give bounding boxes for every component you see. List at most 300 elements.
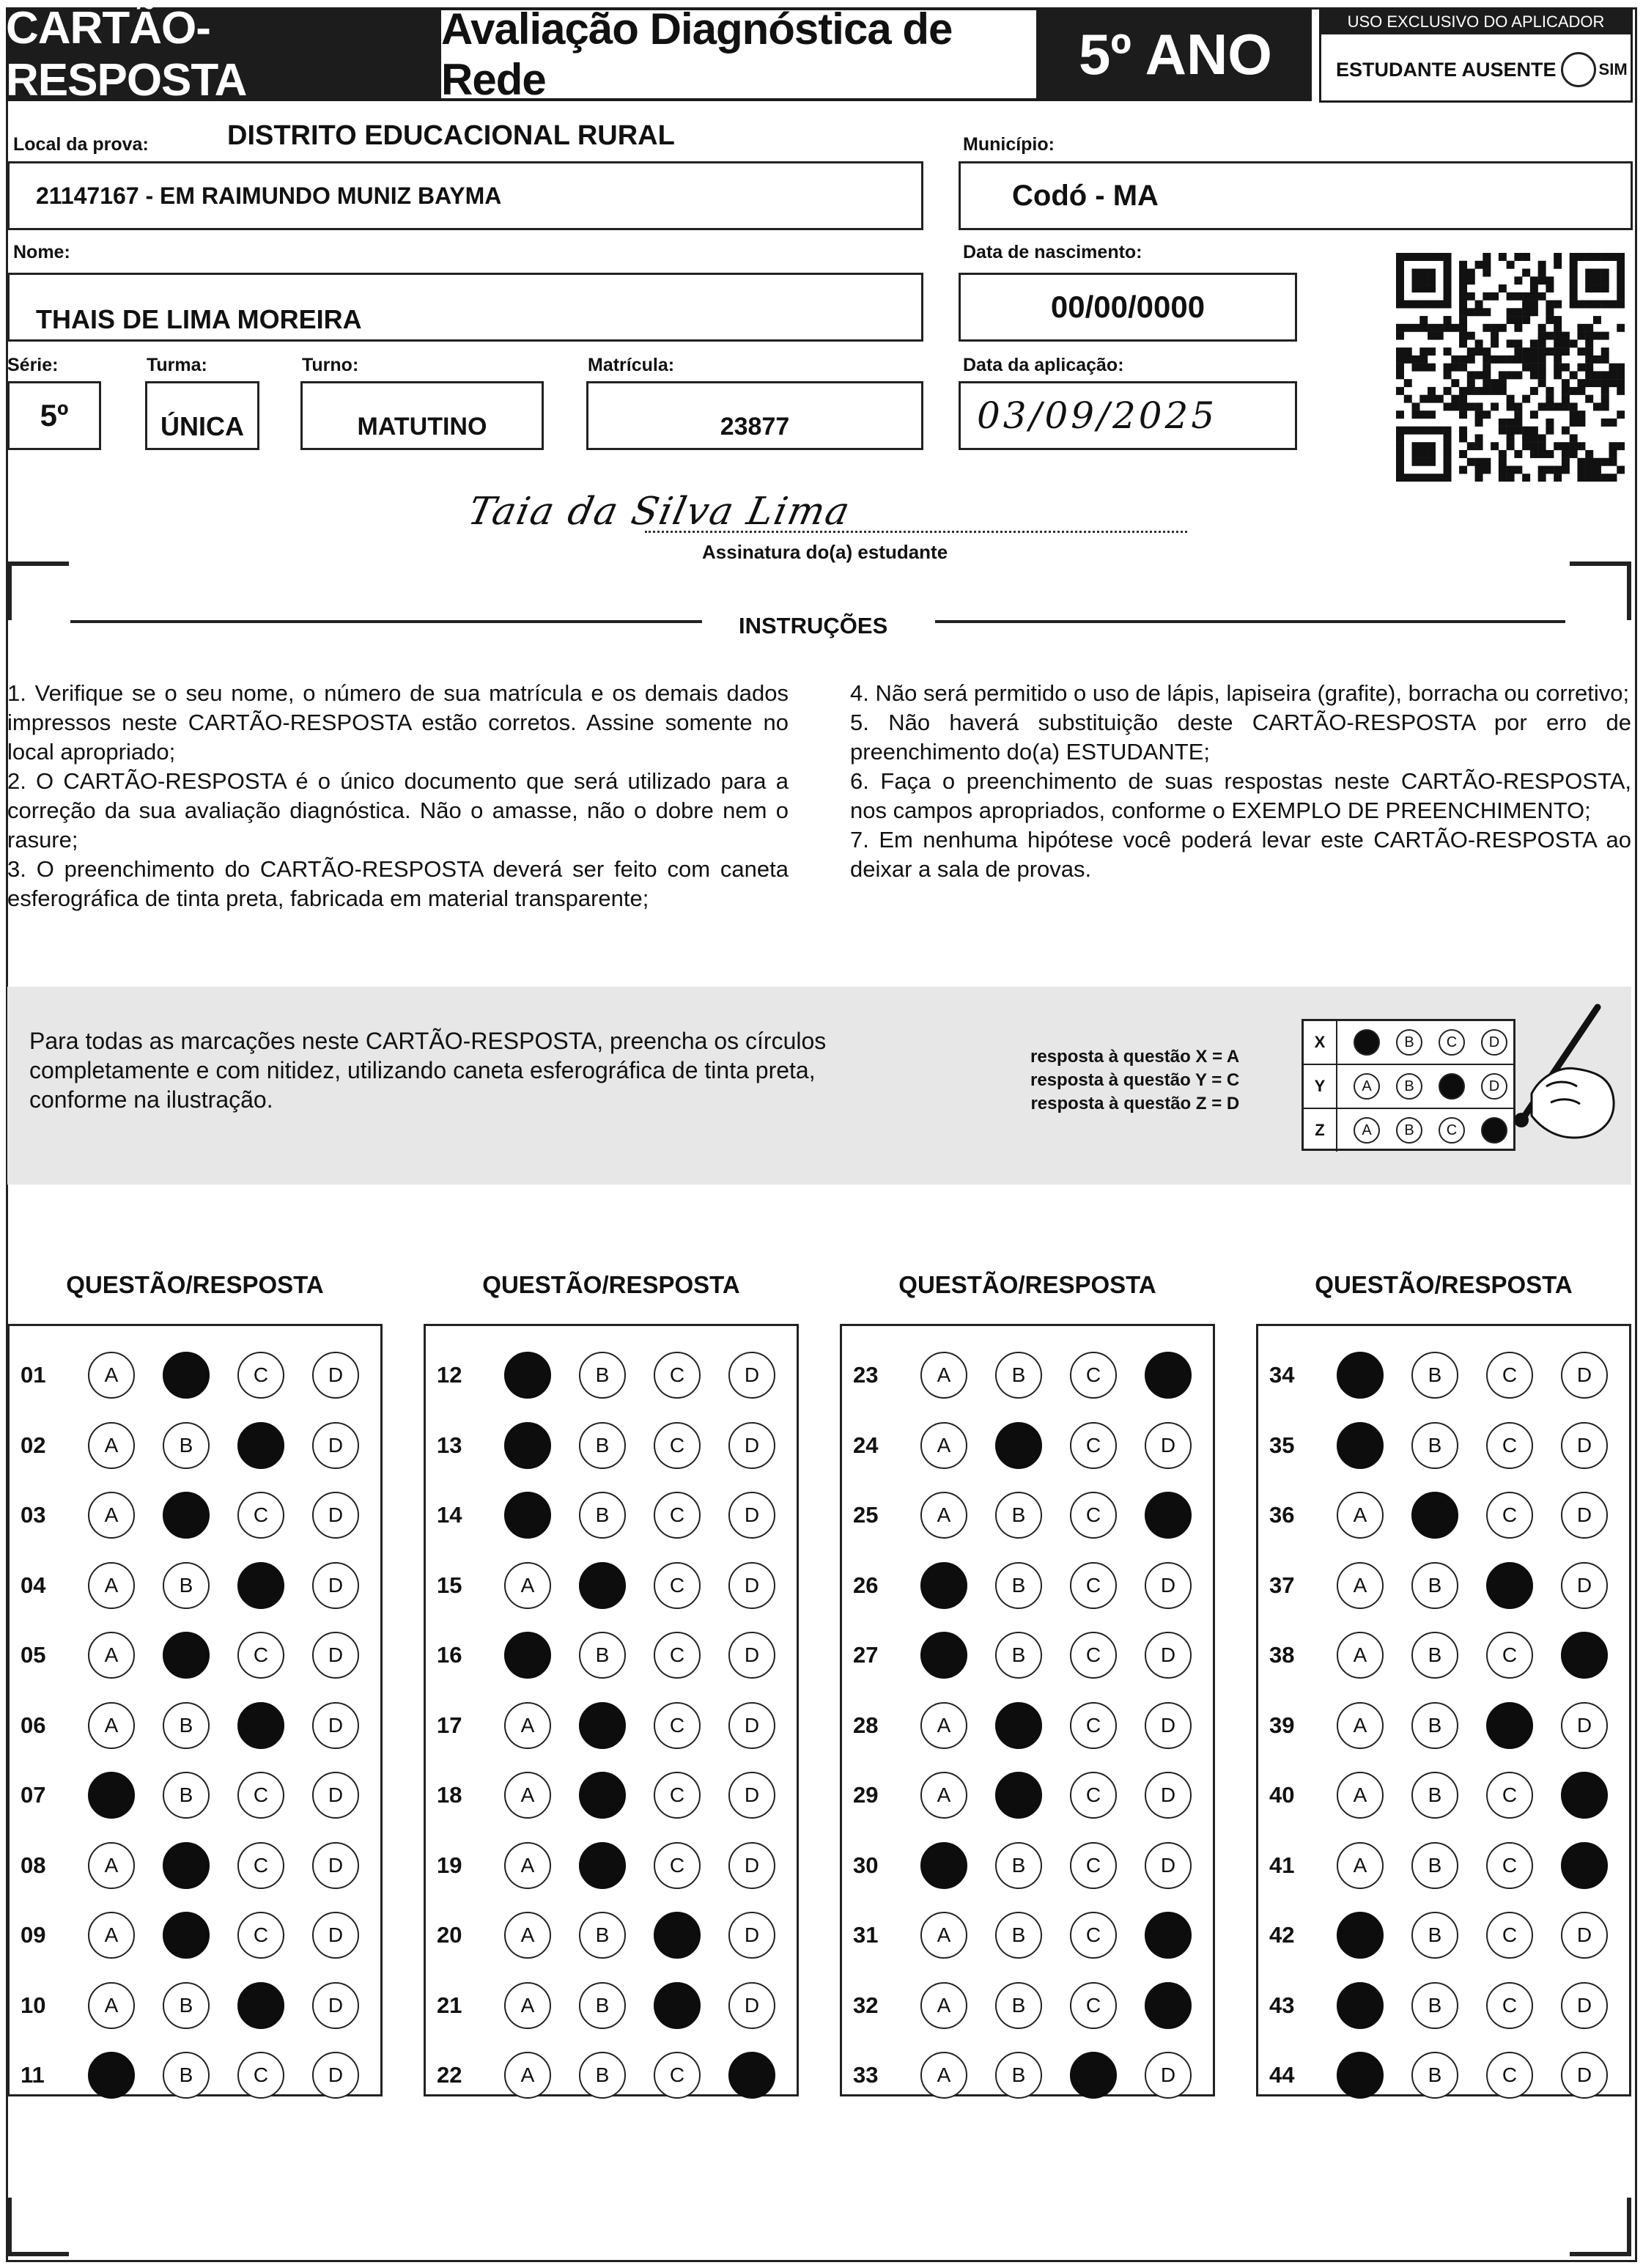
answer-bubble-b[interactable]: B [995,1352,1042,1399]
answer-bubble-b[interactable]: B [1411,1422,1458,1469]
qr-module [1593,276,1601,284]
qr-module [1514,410,1522,419]
qr-module [1412,356,1420,364]
qr-module [1483,387,1491,395]
qr-module [1577,419,1585,427]
municipio-label: Município: [963,134,1055,155]
qr-module [1459,316,1467,324]
qr-module [1475,261,1483,269]
question-number: 07 [21,1782,46,1808]
qr-module [1546,332,1554,340]
answer-bubble-a[interactable]: A [920,1422,967,1469]
answer-bubble-a[interactable]: A [88,1352,135,1399]
qr-module [1419,364,1428,372]
qr-module [1617,301,1625,309]
qr-module [1546,450,1554,458]
question-number: 38 [1269,1642,1295,1668]
answer-bubble-c[interactable]: C [654,1562,701,1609]
answer-bubble-a[interactable] [1337,1912,1384,1959]
qr-module [1538,379,1546,387]
answer-bubble-c[interactable]: C [1070,1982,1117,2029]
question-number: 10 [21,1992,46,2018]
answer-bubble-c[interactable]: C [1070,1772,1117,1819]
qr-module [1562,395,1570,403]
answer-bubble-a[interactable]: A [1337,1632,1384,1679]
answer-bubble-b[interactable]: B [995,1492,1042,1539]
answer-bubble-a[interactable] [88,2052,135,2099]
answer-bubble-b[interactable]: B [1411,1352,1458,1399]
answer-bubble-a[interactable] [1337,1422,1384,1469]
answer-bubble-d[interactable]: D [1561,1492,1608,1539]
grade-badge: 5º ANO [1039,7,1312,101]
answer-bubble-c[interactable]: C [654,1492,701,1539]
qr-module [1428,347,1436,356]
qr-module [1467,458,1475,466]
answer-bubble-a[interactable]: A [88,1632,135,1679]
answer-bubble-a[interactable]: A [1337,1842,1384,1889]
answer-bubble-c[interactable]: C [654,1702,701,1749]
qr-module [1444,261,1452,269]
qr-module [1570,450,1578,458]
answer-bubble-c[interactable]: C [654,1352,701,1399]
answer-bubble-c[interactable]: C [237,1842,284,1889]
answer-bubble-b[interactable]: B [995,1982,1042,2029]
qr-module [1475,371,1483,379]
qr-module [1530,364,1538,372]
answer-bubble-b[interactable]: B [1411,1842,1458,1889]
qr-module [1570,284,1578,292]
qr-module [1585,269,1593,277]
answer-bubble-b[interactable] [163,1842,210,1889]
answer-bubble-d[interactable]: D [1561,1982,1608,2029]
answer-bubble-a[interactable] [1337,2052,1384,2099]
qr-module [1499,458,1507,466]
qr-module [1609,450,1617,458]
answer-bubble-a[interactable]: A [88,1562,135,1609]
answer-bubble-d[interactable] [728,2052,775,2099]
qr-module [1444,276,1452,284]
answer-bubble-b[interactable] [579,1842,626,1889]
qr-module [1562,347,1570,356]
answer-bubble-a[interactable]: A [1337,1772,1384,1819]
qr-module [1538,356,1546,364]
question-number: 41 [1269,1852,1295,1878]
answer-bubble-b[interactable]: B [579,2052,626,2099]
question-number: 16 [437,1642,462,1668]
answer-bubble-b[interactable] [995,1702,1042,1749]
answer-bubble-d[interactable]: D [1561,1352,1608,1399]
answer-bubble-d[interactable] [1561,1842,1608,1889]
municipio-field: Codó - MA [959,161,1633,230]
qr-module [1459,284,1467,292]
answer-bubble-d[interactable]: D [312,1562,359,1609]
nome-label: Nome: [13,242,70,262]
question-number: 11 [21,2062,45,2088]
pen-hand-illustration [1488,998,1620,1145]
answer-bubble-a[interactable]: A [504,1702,551,1749]
qr-module [1593,371,1601,379]
qr-module [1546,402,1554,410]
qr-module [1562,465,1570,474]
qr-module [1577,364,1585,372]
qr-module [1601,371,1609,379]
answer-bubble-b[interactable] [579,1562,626,1609]
qr-module [1546,316,1554,324]
qr-module [1412,284,1420,292]
qr-module [1538,339,1546,347]
answer-bubble-a[interactable]: A [88,1702,135,1749]
answer-bubble-d[interactable]: D [312,1352,359,1399]
qr-module [1459,410,1467,419]
qr-module [1570,387,1578,395]
answer-bubble-b[interactable]: B [579,1352,626,1399]
column-header: QUESTÃO/RESPOSTA [1315,1271,1573,1298]
answer-bubble-c[interactable]: C [654,1772,701,1819]
answer-bubble-a[interactable]: A [504,2052,551,2099]
answer-bubble-b[interactable]: B [163,2052,210,2099]
answer-bubble-d[interactable]: D [1145,1422,1192,1469]
answer-bubble-c[interactable]: C [654,1422,701,1469]
qr-module [1609,253,1617,261]
answer-bubble-b[interactable]: B [163,1772,210,1819]
answer-bubble-a[interactable]: A [88,1912,135,1959]
answer-bubble-d[interactable]: D [1145,1772,1192,1819]
answer-bubble-b[interactable] [163,1912,210,1959]
answer-bubble-b[interactable]: B [1411,1772,1458,1819]
qr-module [1475,347,1483,356]
answer-bubble-b[interactable]: B [995,1562,1042,1609]
answer-bubble-b[interactable]: B [579,1632,626,1679]
answer-bubble-c[interactable]: C [237,1912,284,1959]
qr-module [1475,465,1483,474]
answer-bubble-d[interactable]: D [728,1632,775,1679]
qr-module [1522,301,1530,309]
qr-module [1577,332,1585,340]
example-bubble-c: C [1439,1029,1465,1056]
qr-module [1467,269,1475,277]
absent-checkbox[interactable] [1561,52,1596,87]
qr-module [1514,371,1522,379]
qr-module [1522,253,1530,261]
instructions-rule-left [70,620,702,623]
qr-module [1475,442,1483,450]
qr-module [1483,371,1491,379]
answer-bubble-c[interactable] [237,1982,284,2029]
qr-module [1570,276,1578,284]
answer-bubble-a[interactable]: A [920,1492,967,1539]
column-header: QUESTÃO/RESPOSTA [898,1271,1156,1298]
answer-bubble-a[interactable]: A [88,1982,135,2029]
qr-module [1514,316,1522,324]
answer-bubble-a[interactable] [504,1352,551,1399]
answer-bubble-a[interactable]: A [504,1912,551,1959]
answer-bubble-d[interactable]: D [1561,1912,1608,1959]
question-number: 19 [437,1852,462,1878]
answer-bubble-a[interactable]: A [504,1842,551,1889]
answer-bubble-b[interactable] [163,1492,210,1539]
answer-bubble-a[interactable]: A [504,1772,551,1819]
qr-module [1546,347,1554,356]
qr-module [1507,442,1515,450]
answer-bubble-a[interactable]: A [920,1772,967,1819]
qr-module [1609,301,1617,309]
answer-bubble-b[interactable] [579,1702,626,1749]
answer-bubble-a[interactable]: A [920,1912,967,1959]
answer-bubble-a[interactable]: A [920,1702,967,1749]
question-number: 12 [437,1362,462,1388]
answer-bubble-d[interactable]: D [1561,2052,1608,2099]
qr-module [1459,427,1467,435]
qr-module [1609,458,1617,466]
answer-bubble-b[interactable]: B [995,2052,1042,2099]
answer-bubble-b[interactable] [579,1772,626,1819]
qr-module [1530,308,1538,316]
answer-bubble-c[interactable]: C [1070,1562,1117,1609]
answer-bubble-b[interactable]: B [1411,1982,1458,2029]
answer-bubble-b[interactable]: B [579,1422,626,1469]
answer-bubble-a[interactable]: A [920,2052,967,2099]
answer-bubble-d[interactable]: D [1145,1632,1192,1679]
example-bubble-a [1354,1029,1380,1056]
answer-bubble-c[interactable] [654,1982,701,2029]
answer-bubble-a[interactable]: A [1337,1492,1384,1539]
answer-bubble-d[interactable] [1145,1982,1192,2029]
qr-module [1601,253,1609,261]
answer-bubble-c[interactable]: C [1070,1352,1117,1399]
answer-bubble-c[interactable]: C [1486,1632,1533,1679]
answer-bubble-c[interactable]: C [237,1632,284,1679]
answer-bubble-c[interactable] [237,1702,284,1749]
qr-module [1491,356,1499,364]
answer-bubble-c[interactable]: C [237,1772,284,1819]
answer-bubble-a[interactable]: A [504,1562,551,1609]
absent-option-label: SIM [1598,60,1628,78]
qr-module [1570,434,1578,442]
answer-bubble-d[interactable] [1561,1632,1608,1679]
answer-bubble-c[interactable]: C [1486,1422,1533,1469]
qr-module [1577,379,1585,387]
answer-bubble-d[interactable]: D [1145,1702,1192,1749]
answer-bubble-c[interactable]: C [654,2052,701,2099]
qr-module [1546,301,1554,309]
answer-bubble-a[interactable] [88,1772,135,1819]
answer-bubble-b[interactable] [995,1422,1042,1469]
qr-module [1577,442,1585,450]
qr-module [1419,427,1428,435]
answer-bubble-c[interactable]: C [1486,1912,1533,1959]
qr-module [1419,458,1428,466]
answer-bubble-a[interactable]: A [920,1982,967,2029]
answer-bubble-d[interactable]: D [312,1422,359,1469]
answer-bubble-b[interactable] [995,1772,1042,1819]
qr-module [1499,419,1507,427]
answer-bubble-a[interactable]: A [88,1422,135,1469]
answer-bubble-b[interactable]: B [995,1912,1042,1959]
answer-bubble-a[interactable] [920,1842,967,1889]
qr-module [1554,332,1562,340]
answer-bubble-a[interactable]: A [1337,1562,1384,1609]
answer-bubble-d[interactable]: D [728,1842,775,1889]
answer-bubble-c[interactable]: C [1486,1982,1533,2029]
answer-bubble-d[interactable]: D [1561,1562,1608,1609]
qr-module [1554,347,1562,356]
answer-bubble-a[interactable] [1337,1352,1384,1399]
qr-module [1577,347,1585,356]
answer-bubble-d[interactable]: D [1145,1842,1192,1889]
answer-bubble-b[interactable]: B [163,1982,210,2029]
answer-bubble-c[interactable]: C [1486,1842,1533,1889]
answer-bubble-b[interactable]: B [579,1982,626,2029]
answer-bubble-a[interactable]: A [1337,1702,1384,1749]
answer-bubble-d[interactable]: D [728,1702,775,1749]
answer-bubble-c[interactable]: C [1070,1912,1117,1959]
qr-module [1428,474,1436,482]
answer-bubble-c[interactable] [1486,1702,1533,1749]
answer-bubble-b[interactable] [163,1632,210,1679]
answer-bubble-d[interactable]: D [312,1492,359,1539]
answer-bubble-d[interactable]: D [728,1492,775,1539]
qr-module [1475,308,1483,316]
answer-bubble-d[interactable]: D [312,1982,359,2029]
answer-bubble-c[interactable]: C [1070,1422,1117,1469]
answer-bubble-a[interactable]: A [920,1352,967,1399]
answer-bubble-d[interactable]: D [728,1772,775,1819]
qr-module [1404,301,1412,309]
answer-bubble-b[interactable]: B [579,1912,626,1959]
qr-module [1538,434,1546,442]
qr-module [1428,450,1436,458]
answer-bubble-d[interactable]: D [728,1422,775,1469]
answer-bubble-b[interactable]: B [163,1422,210,1469]
qr-module [1530,292,1538,301]
answer-bubble-a[interactable] [920,1632,967,1679]
answer-bubble-a[interactable]: A [504,1982,551,2029]
answer-bubble-d[interactable]: D [1145,1562,1192,1609]
answer-bubble-d[interactable] [1561,1772,1608,1819]
answer-bubble-b[interactable] [163,1352,210,1399]
qr-module [1444,316,1452,324]
qr-module [1412,324,1420,332]
qr-module [1499,284,1507,292]
question-number: 26 [853,1572,879,1598]
answer-bubble-d[interactable]: D [728,1982,775,2029]
answer-bubble-b[interactable]: B [163,1702,210,1749]
answer-bubble-a[interactable] [920,1562,967,1609]
qr-module [1617,442,1625,450]
qr-module [1428,427,1436,435]
answer-bubble-d[interactable]: D [1561,1702,1608,1749]
answer-bubble-c[interactable] [237,1422,284,1469]
answer-bubble-b[interactable]: B [1411,1562,1458,1609]
answer-bubble-d[interactable]: D [728,1912,775,1959]
answer-bubble-d[interactable] [1145,1492,1192,1539]
qr-module [1507,261,1515,269]
answer-bubble-c[interactable]: C [237,1352,284,1399]
answer-bubble-a[interactable] [1337,1982,1384,2029]
answer-bubble-c[interactable]: C [654,1842,701,1889]
qr-module [1554,324,1562,332]
answer-bubble-c[interactable]: C [1486,1492,1533,1539]
answer-bubble-d[interactable]: D [1145,2052,1192,2099]
qr-module [1554,261,1562,269]
answer-bubble-a[interactable]: A [88,1492,135,1539]
answer-bubble-c[interactable]: C [1486,1772,1533,1819]
qr-module [1507,308,1515,316]
answer-bubble-d[interactable]: D [728,1352,775,1399]
qr-module [1617,284,1625,292]
answer-bubble-c[interactable]: C [654,1632,701,1679]
question-number: 42 [1269,1922,1295,1948]
qr-module [1609,442,1617,450]
answer-bubble-c[interactable] [1486,1562,1533,1609]
answer-bubble-b[interactable]: B [995,1632,1042,1679]
answer-bubble-d[interactable]: D [312,1772,359,1819]
answer-bubble-d[interactable] [1145,1352,1192,1399]
answer-bubble-b[interactable]: B [995,1842,1042,1889]
answer-bubble-b[interactable]: B [1411,1702,1458,1749]
answer-bubble-d[interactable]: D [312,1912,359,1959]
qr-module [1499,371,1507,379]
qr-module [1570,419,1578,427]
answer-bubble-b[interactable]: B [163,1562,210,1609]
answer-bubble-a[interactable] [504,1632,551,1679]
answer-bubble-c[interactable]: C [237,2052,284,2099]
answer-bubble-c[interactable] [654,1912,701,1959]
question-number: 43 [1269,1992,1295,2018]
instruction-item: 5. Não haverá substituição deste CARTÃO-RESPOSTA por erro de preenchimento do(a) ESTUDANTE; [850,710,1631,765]
question-number: 05 [21,1642,46,1668]
answer-bubble-c[interactable]: C [1486,2052,1533,2099]
qr-module [1459,387,1467,395]
qr-module [1577,474,1585,482]
answer-bubble-d[interactable]: D [728,1562,775,1609]
answer-bubble-c[interactable]: C [1070,1702,1117,1749]
qr-module [1514,347,1522,356]
answer-bubble-c[interactable] [237,1562,284,1609]
answer-bubble-d[interactable]: D [1561,1422,1608,1469]
qr-module [1538,371,1546,379]
qr-module [1396,458,1404,466]
answer-bubble-c[interactable]: C [1070,1842,1117,1889]
answer-bubble-d[interactable]: D [312,1842,359,1889]
answer-bubble-b[interactable]: B [1411,1912,1458,1959]
answer-bubble-a[interactable] [504,1492,551,1539]
qr-module [1585,458,1593,466]
answer-bubble-a[interactable]: A [88,1842,135,1889]
answer-bubble-c[interactable]: C [237,1492,284,1539]
column-header: QUESTÃO/RESPOSTA [66,1271,324,1298]
answer-bubble-b[interactable]: B [579,1492,626,1539]
answer-bubble-c[interactable] [1070,2052,1117,2099]
answer-bubble-d[interactable]: D [312,1702,359,1749]
answer-bubble-c[interactable]: C [1070,1492,1117,1539]
answer-bubble-d[interactable]: D [312,1632,359,1679]
qr-module [1530,387,1538,395]
question-number: 25 [853,1502,879,1528]
answer-bubble-c[interactable]: C [1070,1632,1117,1679]
answer-bubble-b[interactable]: B [1411,2052,1458,2099]
answer-bubble-c[interactable]: C [1486,1352,1533,1399]
qr-module [1507,356,1515,364]
question-number: 14 [437,1502,462,1528]
qr-module [1530,450,1538,458]
answer-bubble-d[interactable]: D [312,2052,359,2099]
answer-bubble-d[interactable] [1145,1912,1192,1959]
answer-bubble-b[interactable] [1411,1492,1458,1539]
qr-module [1609,419,1617,427]
answer-bubble-a[interactable] [504,1422,551,1469]
answer-bubble-b[interactable]: B [1411,1632,1458,1679]
